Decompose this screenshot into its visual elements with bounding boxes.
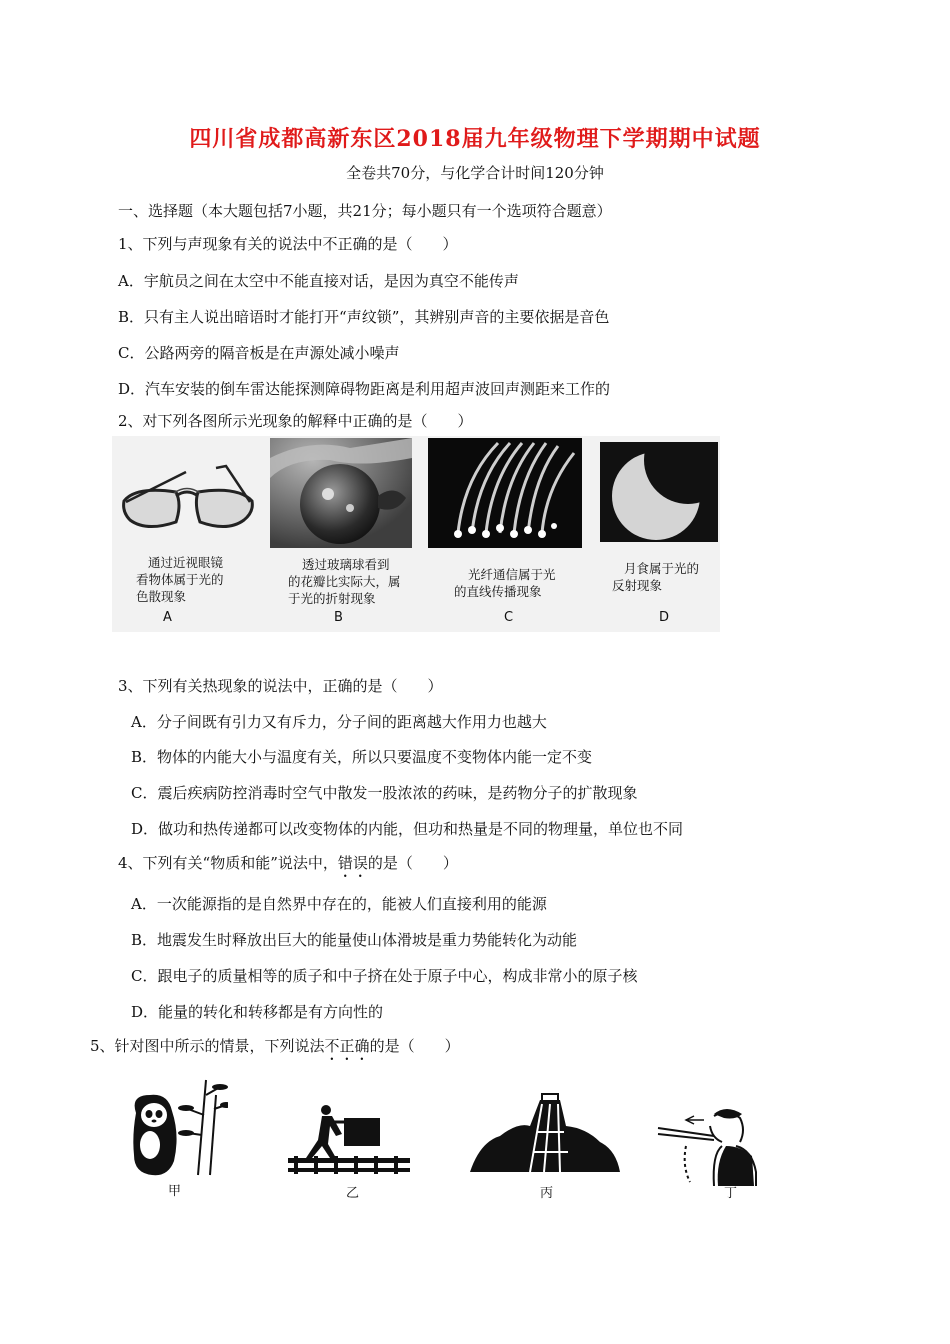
emphasized-word: 不正确 (324, 1037, 370, 1055)
dam-spillway-image (470, 1092, 620, 1182)
question-1-option-c: C．公路两旁的隔音板是在声源处减小噪声 (118, 344, 400, 362)
page-title: 四川省成都高新东区2018届九年级物理下学期期中试题 (189, 126, 761, 152)
question-5-stem: 5、针对图中所示的情景，下列说法不正确的是（ ） (90, 1037, 460, 1055)
figure-c-caption: 光纤通信属于光 的直线传播现象 (454, 567, 556, 599)
question-4-option-d: D．能量的转化和转移都是有方向性的 (131, 1003, 384, 1021)
question-2-figure-panel (112, 436, 720, 632)
question-1-option-d: D．汽车安装的倒车雷达能探测障碍物距离是利用超声波回声测距来工作的 (118, 380, 611, 398)
question-1-stem: 1、下列与声现象有关的说法中不正确的是（ ） (118, 235, 458, 253)
question-3-option-d: D．做功和热传递都可以改变物体的内能，但功和热量是不同的物理量，单位也不同 (131, 820, 684, 838)
question-1-option-a: A．宇航员之间在太空中不能直接对话，是因为真空不能传声 (118, 272, 519, 290)
glass-ball-image (270, 438, 412, 548)
figure-bing-label: 丙 (540, 1186, 554, 1201)
question-1-option-b: B．只有主人说出暗语时才能打开“声纹锁”，其辨别声音的主要依据是音色 (118, 308, 610, 326)
figure-c-letter: C (504, 610, 514, 625)
question-3-stem: 3、下列有关热现象的说法中，正确的是（ ） (118, 677, 443, 695)
figure-d-caption: 月食属于光的 反射现象 (612, 561, 700, 593)
question-2-stem: 2、对下列各图所示光现象的解释中正确的是（ ） (118, 412, 473, 430)
optical-fiber-image (428, 438, 582, 548)
figure-b-letter: B (334, 610, 343, 625)
flute-player-image (656, 1106, 764, 1188)
figure-b-caption: 透过玻璃球看到 的花瓣比实际大，属 于光的折射现象 (288, 557, 401, 606)
figure-ding-label: 丁 (724, 1186, 738, 1201)
question-4-option-a: A．一次能源指的是自然界中存在的，能被人们直接利用的能源 (131, 895, 547, 913)
question-4-option-c: C．跟电子的质量相等的质子和中子挤在处于原子中心，构成非常小的原子核 (131, 967, 638, 985)
section-heading: 一、选择题（本大题包括7小题，共21分；每小题只有一个选项符合题意） (118, 202, 612, 220)
panda-bamboo-image (128, 1075, 228, 1180)
figure-jia-label: 甲 (168, 1184, 182, 1199)
question-4-option-b: B．地震发生时释放出巨大的能量使山体滑坡是重力势能转化为动能 (131, 931, 578, 949)
question-3-option-b: B．物体的内能大小与温度有关，所以只要温度不变物体内能一定不变 (131, 748, 593, 766)
glasses-image (116, 446, 266, 546)
emphasized-word: 错误 (337, 854, 368, 872)
question-4-stem: 4、下列有关“物质和能”说法中，错误的是（ ） (118, 854, 458, 872)
figure-a-caption: 通过近视眼镜 看物体属于光的 色散现象 (136, 555, 224, 604)
exam-subtitle: 全卷共70分，与化学合计时间120分钟 (346, 164, 604, 182)
figure-yi-label: 乙 (346, 1186, 360, 1201)
figure-d-letter: D (659, 610, 670, 625)
question-3-option-a: A．分子间既有引力又有斥力，分子间的距离越大作用力也越大 (131, 713, 547, 731)
eclipse-image (600, 442, 718, 542)
question-3-option-c: C．震后疾病防控消毒时空气中散发一股浓浓的药味，是药物分子的扩散现象 (131, 784, 638, 802)
figure-a-letter: A (163, 610, 172, 625)
railway-cart-image (284, 1100, 414, 1180)
